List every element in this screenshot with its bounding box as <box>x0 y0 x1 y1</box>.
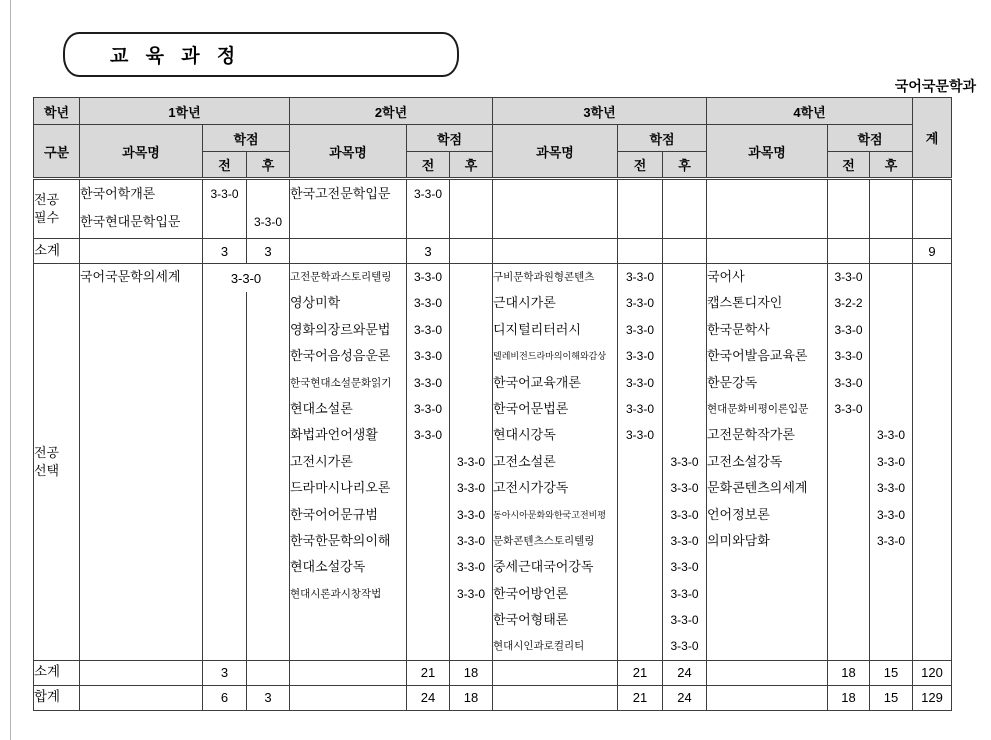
elective-total <box>913 264 952 661</box>
course-name: 문화콘텐츠스토리텔링 <box>493 534 595 547</box>
empty-cell <box>80 239 203 264</box>
course-name: 한국어문법론 <box>493 400 569 416</box>
header-credits-y4: 학점 <box>828 125 913 152</box>
header-year: 학년 <box>34 98 80 125</box>
subtotal-req-y3-pre <box>618 239 663 264</box>
course-name: 의미와담화 <box>707 532 770 548</box>
credit-value: 3-3-0 <box>834 270 863 284</box>
semester-divider-line <box>246 292 247 660</box>
grand-total-row <box>34 685 952 710</box>
credit-value: 3-3-0 <box>456 560 485 575</box>
credit-value: 3-3-0 <box>456 533 485 548</box>
elective-y4-pre <box>828 264 870 661</box>
course-name: 한국어학개론 <box>80 186 156 201</box>
elective-y2-pre <box>407 264 450 661</box>
header-course-y1: 과목명 <box>80 125 203 179</box>
elective-y4-courses <box>707 264 828 661</box>
total-y4-post: 15 <box>870 685 913 710</box>
course-name: 한국현대소설문화읽기 <box>290 376 392 389</box>
required-total <box>913 179 952 239</box>
required-y4-pre <box>828 179 870 239</box>
course-name: 영상미학 <box>290 295 341 311</box>
header-post-y3: 후 <box>663 152 707 179</box>
course-name: 국어사 <box>707 269 745 284</box>
course-name: 한문강독 <box>707 374 758 390</box>
subtotal-ele-y3-post: 24 <box>663 660 707 685</box>
subtotal-elective-row <box>34 660 952 685</box>
required-y4-post <box>870 179 913 239</box>
page-title: 교 육 과 정 <box>110 46 242 67</box>
subtotal-ele-total: 120 <box>913 660 952 685</box>
title-box <box>63 32 459 77</box>
course-name: 디지털리터러시 <box>493 321 581 337</box>
course-name: 영화의장르와문법 <box>290 321 391 337</box>
required-y2-post <box>450 179 493 239</box>
required-major-label: 전공 필수 <box>34 179 80 239</box>
header-course-y3: 과목명 <box>493 125 618 179</box>
credit-value: 3-2-2 <box>834 296 863 311</box>
total-overall: 129 <box>913 685 952 710</box>
credit-value: 3-3-0 <box>413 296 442 311</box>
credit-value: 3-3-0 <box>413 401 442 416</box>
course-name: 현대소설강독 <box>290 559 366 575</box>
subtotal-ele-y1-post <box>247 660 290 685</box>
total-y1-post: 3 <box>247 685 290 710</box>
subtotal-required-row <box>34 239 952 264</box>
subtotal-ele-y1-pre: 3 <box>203 660 247 685</box>
subtotal-label: 소계 <box>34 660 80 685</box>
course-name: 근대시가론 <box>493 295 556 311</box>
credit-value: 3-3-0 <box>670 613 699 628</box>
course-name: 한국어교육개론 <box>493 374 581 390</box>
credit-value: 3-3-0 <box>670 454 699 469</box>
header-row-course-credits <box>34 125 952 152</box>
subtotal-req-y3-post <box>663 239 707 264</box>
credit-value: 3-3-0 <box>834 322 863 337</box>
header-pre-y3: 전 <box>618 152 663 179</box>
credit-value: 3-3-0 <box>876 454 905 469</box>
credit-value: 3-3-0 <box>230 271 262 286</box>
header-credits-y2: 학점 <box>407 125 493 152</box>
credit-value: 3-3-0 <box>625 349 654 364</box>
subtotal-label: 소계 <box>34 239 80 264</box>
credit-value <box>203 208 246 236</box>
header-row-years <box>34 98 952 125</box>
header-year-4: 4학년 <box>707 98 913 125</box>
credit-value: 3-3-0 <box>456 507 485 522</box>
empty-cell <box>80 660 203 685</box>
course-name: 현대문화비평이론입문 <box>707 402 809 415</box>
course-name: 화법과언어생활 <box>290 427 378 443</box>
course-name: 한국고전문학입문 <box>290 186 391 201</box>
credit-value: 3-3-0 <box>670 507 699 522</box>
header-year-3: 3학년 <box>493 98 707 125</box>
header-post-y4: 후 <box>870 152 913 179</box>
empty-cell <box>493 685 618 710</box>
subtotal-req-y1-post: 3 <box>247 239 290 264</box>
course-name: 고전소설론 <box>493 453 556 469</box>
total-y2-post: 18 <box>450 685 493 710</box>
empty-cell <box>80 685 203 710</box>
empty-cell <box>493 660 618 685</box>
elective-y4-post <box>870 264 913 661</box>
header-course-y2: 과목명 <box>290 125 407 179</box>
required-y3-pre <box>618 179 663 239</box>
empty-cell <box>493 239 618 264</box>
subtotal-ele-y2-pre: 21 <box>407 660 450 685</box>
credit-value: 3-3-0 <box>670 481 699 496</box>
course-name: 현대소설론 <box>290 400 353 416</box>
credit-value: 3-3-0 <box>413 428 442 443</box>
credit-value: 3-3-0 <box>625 375 654 390</box>
credit-value: 3-3-0 <box>456 586 485 601</box>
header-credits-y3: 학점 <box>618 125 707 152</box>
course-name: 고전문학과스토리텔링 <box>290 271 392 283</box>
header-year-2: 2학년 <box>290 98 493 125</box>
credit-value: 3-3-0 <box>210 187 239 201</box>
course-name: 한국어어문규범 <box>290 506 378 522</box>
elective-y1-credit <box>203 264 290 661</box>
credit-value: 3-3-0 <box>625 322 654 337</box>
header-pre-y2: 전 <box>407 152 450 179</box>
elective-y3-pre <box>618 264 663 661</box>
credit-value: 3-3-0 <box>625 270 654 284</box>
header-course-y4: 과목명 <box>707 125 828 179</box>
credit-value: 3-3-0 <box>413 349 442 364</box>
credit-value: 3-3-0 <box>834 375 863 390</box>
empty-cell <box>707 685 828 710</box>
elective-y2-courses <box>290 264 407 661</box>
required-y1-post <box>247 179 290 239</box>
credit-value: 3-3-0 <box>625 401 654 416</box>
course-name: 국어국문학의세계 <box>80 269 181 284</box>
grand-total-label: 합계 <box>34 685 80 710</box>
credit-value: 3-3-0 <box>876 481 905 496</box>
course-name: 현대시인과로컬리티 <box>493 640 585 653</box>
credit-value: 3-3-0 <box>876 428 905 443</box>
required-major-row <box>34 179 952 239</box>
elective-y2-post <box>450 264 493 661</box>
required-y1-courses <box>80 179 203 239</box>
empty-cell <box>290 685 407 710</box>
course-name: 한국어음성음운론 <box>290 348 391 364</box>
total-y1-pre: 6 <box>203 685 247 710</box>
required-y2-pre <box>407 179 450 239</box>
course-name: 한국한문학의이해 <box>290 532 391 548</box>
subtotal-req-total: 9 <box>913 239 952 264</box>
empty-cell <box>290 239 407 264</box>
credit-value: 3-3-0 <box>456 454 485 469</box>
elective-y3-post <box>663 264 707 661</box>
credit-value: 3-3-0 <box>413 322 442 337</box>
empty-cell <box>707 239 828 264</box>
header-pre-y1: 전 <box>203 152 247 179</box>
course-name: 구비문학과원형콘텐츠 <box>493 271 595 283</box>
credit-value: 3-3-0 <box>625 296 654 311</box>
department-label: 국어국문학과 <box>894 78 976 94</box>
course-name: 한국문학사 <box>707 321 770 337</box>
course-name: 현대시강독 <box>493 427 556 443</box>
credit-value: 3-3-0 <box>670 639 699 654</box>
required-y3-courses <box>493 179 618 239</box>
credit-value: 3-3-0 <box>413 375 442 390</box>
credit-value: 3-3-0 <box>625 428 654 443</box>
elective-y3-courses <box>493 264 618 661</box>
subtotal-ele-y4-pre: 18 <box>828 660 870 685</box>
credit-value: 3-3-0 <box>834 349 863 364</box>
course-name: 한국어방언론 <box>493 585 569 601</box>
course-name: 문화콘텐츠의세계 <box>707 480 808 496</box>
credit-value: 3-3-0 <box>670 560 699 575</box>
required-y2-courses <box>290 179 407 239</box>
course-name: 고전시가강독 <box>493 480 569 496</box>
course-name: 고전문학작가론 <box>707 427 795 443</box>
subtotal-ele-y3-pre: 21 <box>618 660 663 685</box>
course-name: 중세근대국어강독 <box>493 559 594 575</box>
required-y1-pre <box>203 179 247 239</box>
subtotal-req-y2-post <box>450 239 493 264</box>
header-category: 구분 <box>34 125 80 179</box>
subtotal-ele-y4-post: 15 <box>870 660 913 685</box>
credit-value: 3-3-0 <box>413 187 442 201</box>
elective-major-row <box>34 264 952 661</box>
header-post-y1: 후 <box>247 152 290 179</box>
elective-y1-courses <box>80 264 203 661</box>
course-name: 한국어형태론 <box>493 612 569 628</box>
header-credits-y1: 학점 <box>203 125 290 152</box>
course-name: 한국현대문학입문 <box>80 214 181 229</box>
credit-value: 3-3-0 <box>413 270 442 284</box>
subtotal-req-y4-pre <box>828 239 870 264</box>
total-y3-pre: 21 <box>618 685 663 710</box>
course-name: 캡스톤디자인 <box>707 295 783 311</box>
credit-value: 3-3-0 <box>876 507 905 522</box>
course-name: 한국어발음교육론 <box>707 348 808 364</box>
credit-value <box>247 180 289 208</box>
subtotal-ele-y2-post: 18 <box>450 660 493 685</box>
course-name: 언어정보론 <box>707 506 770 522</box>
credit-value: 3-3-0 <box>834 401 863 416</box>
total-y4-pre: 18 <box>828 685 870 710</box>
header-year-1: 1학년 <box>80 98 290 125</box>
course-name: 텔레비전드라마의이해와감상 <box>493 351 607 362</box>
course-name: 현대시론과시창작법 <box>290 587 382 600</box>
total-y3-post: 24 <box>663 685 707 710</box>
course-name: 동아시아문화와한국고전비평 <box>493 509 607 520</box>
course-name: 드라마시나리오론 <box>290 480 391 496</box>
course-name: 고전시가론 <box>290 453 353 469</box>
course-name: 고전소설강독 <box>707 453 783 469</box>
required-y3-post <box>663 179 707 239</box>
credit-value: 3-3-0 <box>876 533 905 548</box>
header-post-y2: 후 <box>450 152 493 179</box>
subtotal-req-y2-pre: 3 <box>407 239 450 264</box>
required-y4-courses <box>707 179 828 239</box>
credit-value: 3-3-0 <box>670 533 699 548</box>
header-pre-y4: 전 <box>828 152 870 179</box>
subtotal-req-y1-pre: 3 <box>203 239 247 264</box>
empty-cell <box>707 660 828 685</box>
credit-value: 3-3-0 <box>456 481 485 496</box>
header-total: 계 <box>913 98 952 179</box>
credit-value: 3-3-0 <box>253 215 282 229</box>
total-y2-pre: 24 <box>407 685 450 710</box>
curriculum-table <box>33 97 952 711</box>
credit-value: 3-3-0 <box>670 586 699 601</box>
subtotal-req-y4-post <box>870 239 913 264</box>
empty-cell <box>290 660 407 685</box>
page-margin-line <box>10 0 11 740</box>
elective-major-label: 전공 선택 <box>34 264 80 661</box>
